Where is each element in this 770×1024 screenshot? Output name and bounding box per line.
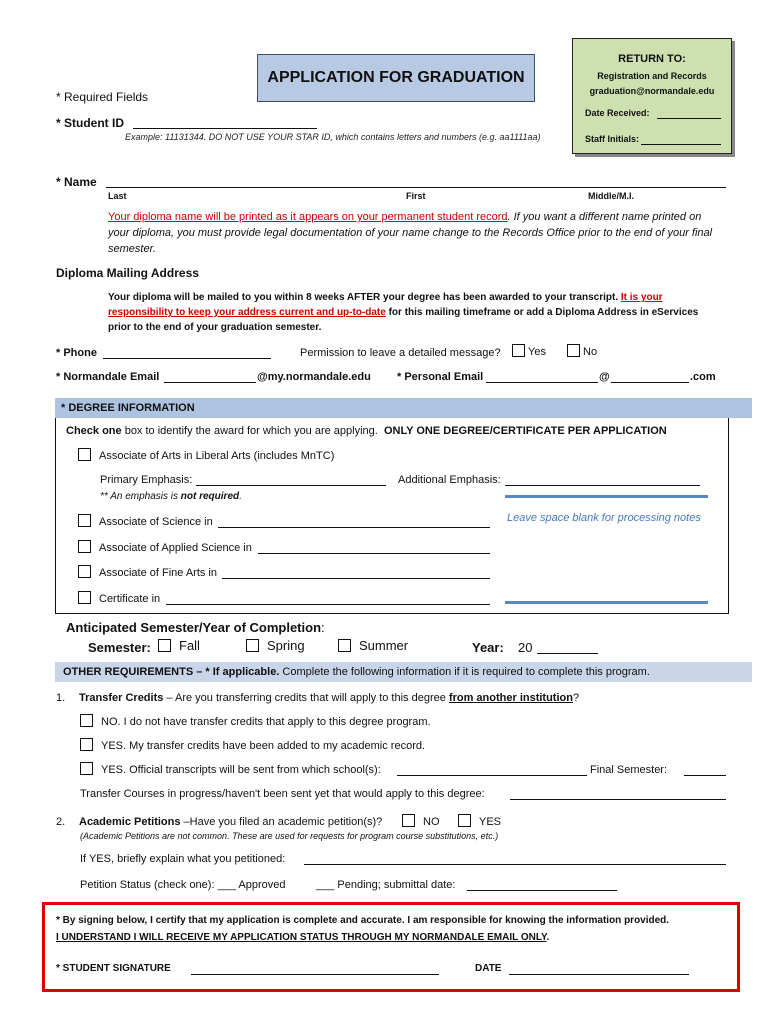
signature-field[interactable] bbox=[191, 974, 439, 975]
diploma-name-notice bbox=[108, 209, 720, 257]
processing-note: Leave space blank for processing notes bbox=[507, 512, 701, 524]
final-semester-field[interactable] bbox=[684, 775, 726, 776]
q1-question: Transfer Credits – Are you transferring credits that will apply to this degree from another institution? bbox=[79, 692, 580, 704]
certificate-field[interactable] bbox=[166, 604, 490, 605]
transfer-schools-field[interactable] bbox=[397, 775, 587, 776]
normandale-email-domain: @my.normandale.edu bbox=[257, 371, 371, 383]
signature-box bbox=[42, 902, 740, 992]
mailing-text-red: It is your responsibility to keep your address current and up-to-date bbox=[108, 292, 663, 318]
checkbox-icon[interactable] bbox=[78, 540, 91, 553]
petition-explain-field[interactable] bbox=[304, 864, 726, 865]
checkbox-icon[interactable] bbox=[80, 714, 93, 727]
date-received-field[interactable] bbox=[657, 118, 721, 119]
permission-yes[interactable]: Yes bbox=[512, 344, 546, 358]
checkbox-icon[interactable] bbox=[246, 639, 259, 652]
semester-summer[interactable]: Summer bbox=[338, 638, 408, 653]
semester-spring[interactable]: Spring bbox=[246, 638, 305, 653]
student-id-label: * Student ID bbox=[56, 116, 124, 130]
email-status-statement: I UNDERSTAND I WILL RECEIVE MY APPLICATION STATUS THROUGH MY NORMANDALE EMAIL ONLY. bbox=[56, 932, 550, 943]
checkbox-icon[interactable] bbox=[78, 514, 91, 527]
staff-initials-field[interactable] bbox=[641, 144, 721, 145]
name-middle-caption: Middle/M.I. bbox=[588, 191, 634, 201]
q2-number: 2. bbox=[56, 816, 66, 828]
checkbox-icon[interactable] bbox=[402, 814, 415, 827]
aas-field[interactable] bbox=[258, 553, 490, 554]
checkbox-icon[interactable] bbox=[78, 565, 91, 578]
normandale-email-field[interactable] bbox=[164, 382, 256, 383]
personal-email-com: .com bbox=[690, 371, 716, 383]
phone-field[interactable] bbox=[103, 358, 271, 359]
required-fields-note: * Required Fields bbox=[56, 90, 149, 104]
year-prefix: 20 bbox=[518, 640, 533, 655]
petition-explain-label: If YES, briefly explain what you petitioned: bbox=[80, 853, 286, 865]
normandale-email-label: * Normandale Email bbox=[56, 371, 160, 383]
transfer-option-yes-added[interactable]: YES. My transfer credits have been added to my academic record. bbox=[80, 738, 425, 752]
certify-statement: * By signing below, I certify that my application is complete and accurate. I am responsible for knowing the information provided. bbox=[56, 915, 670, 926]
year-label: Year: bbox=[472, 640, 504, 655]
degree-option-certificate[interactable]: Certificate in bbox=[78, 591, 160, 605]
return-office: Registration and Records bbox=[597, 71, 707, 81]
in-progress-field[interactable] bbox=[510, 799, 726, 800]
semester-heading: Anticipated Semester/Year of Completion: bbox=[66, 620, 325, 635]
student-id-field[interactable] bbox=[133, 128, 317, 129]
student-id-hint: Example: 11131344. DO NOT USE YOUR STAR ID, which contains letters and numbers (e.g. aa1111aa) bbox=[125, 132, 541, 142]
mailing-text bbox=[108, 290, 720, 335]
other-requirements-header: OTHER REQUIREMENTS – * If applicable. Complete the following information if it is required to complete this program. bbox=[55, 662, 752, 682]
degree-instruction: Check one box to identify the award for which you are applying. ONLY ONE DEGREE/CERTIFICATE PER APPLICATION bbox=[66, 425, 667, 437]
permission-no[interactable]: No bbox=[567, 344, 597, 358]
additional-emphasis-field[interactable] bbox=[505, 485, 700, 486]
semester-label: Semester: bbox=[88, 640, 151, 655]
checkbox-icon[interactable] bbox=[78, 448, 91, 461]
checkbox-icon[interactable] bbox=[567, 344, 580, 357]
submittal-date-field[interactable] bbox=[467, 890, 617, 891]
processing-divider-top bbox=[505, 495, 708, 498]
phone-label: * Phone bbox=[56, 347, 97, 359]
diploma-name-notice-rest: . If you want a different name printed on your diploma, you must provide legal documentation of your name change to the Records Office prior to the end of your final semester. bbox=[108, 211, 713, 255]
checkbox-icon[interactable] bbox=[80, 762, 93, 775]
as-field[interactable] bbox=[218, 527, 490, 528]
return-to-box bbox=[572, 38, 732, 154]
emphasis-note: ** An emphasis is not required. bbox=[100, 491, 242, 502]
mailing-text-1: Your diploma will be mailed to you within 8 weeks AFTER your degree has been awarded to your transcript. bbox=[108, 292, 619, 303]
primary-emphasis-label: Primary Emphasis: bbox=[100, 474, 193, 486]
checkbox-icon[interactable] bbox=[512, 344, 525, 357]
processing-divider-bottom bbox=[505, 601, 708, 604]
final-semester-label: Final Semester: bbox=[590, 764, 668, 776]
in-progress-label: Transfer Courses in progress/haven't been sent yet that would apply to this degree: bbox=[80, 788, 485, 800]
q1-number: 1. bbox=[56, 692, 66, 704]
permission-label: Permission to leave a detailed message? bbox=[300, 347, 501, 359]
checkbox-icon[interactable] bbox=[458, 814, 471, 827]
name-field[interactable] bbox=[106, 187, 726, 188]
primary-emphasis-field[interactable] bbox=[196, 485, 386, 486]
personal-email-user-field[interactable] bbox=[486, 382, 598, 383]
petition-yes[interactable]: YES bbox=[458, 814, 501, 828]
petition-no[interactable]: NO bbox=[402, 814, 440, 828]
q2-question: Academic Petitions –Have you filed an academic petition(s)? bbox=[79, 816, 383, 828]
checkbox-icon[interactable] bbox=[338, 639, 351, 652]
name-last-caption: Last bbox=[108, 191, 127, 201]
semester-fall[interactable]: Fall bbox=[158, 638, 200, 653]
degree-option-afa[interactable]: Associate of Fine Arts in bbox=[78, 565, 217, 579]
transfer-option-yes-sent[interactable]: YES. Official transcripts will be sent from which school(s): bbox=[80, 762, 381, 776]
mailing-text-2: for this mailing timeframe or add a Diploma Address in eServices prior to the end of your graduation semester. bbox=[108, 307, 699, 333]
page-title: APPLICATION FOR GRADUATION bbox=[257, 54, 535, 102]
petition-status-approved: Petition Status (check one): ___ Approved bbox=[80, 879, 286, 891]
return-email: graduation@normandale.edu bbox=[589, 86, 715, 96]
date-received-label: Date Received: bbox=[585, 108, 650, 118]
afa-field[interactable] bbox=[222, 578, 490, 579]
diploma-name-notice-red: Your diploma name will be printed as it appears on your permanent student record bbox=[108, 211, 508, 223]
personal-email-domain-field[interactable] bbox=[611, 382, 689, 383]
name-first-caption: First bbox=[406, 191, 426, 201]
additional-emphasis-label: Additional Emphasis: bbox=[398, 474, 501, 486]
return-to-title: RETURN TO: bbox=[618, 53, 686, 65]
checkbox-icon[interactable] bbox=[80, 738, 93, 751]
mailing-heading: Diploma Mailing Address bbox=[56, 266, 199, 280]
personal-email-label: * Personal Email bbox=[397, 371, 484, 383]
petition-note: (Academic Petitions are not common. These are used for requests for program course substitutions, etc.) bbox=[80, 831, 499, 841]
petition-status-pending: ___ Pending; submittal date: bbox=[316, 879, 456, 891]
transfer-option-no[interactable]: NO. I do not have transfer credits that apply to this degree program. bbox=[80, 714, 431, 728]
degree-option-aa[interactable]: Associate of Arts in Liberal Arts (includes MnTC) bbox=[78, 448, 334, 462]
date-label: DATE bbox=[475, 963, 502, 974]
signature-date-field[interactable] bbox=[509, 974, 689, 975]
signature-label: * STUDENT SIGNATURE bbox=[56, 963, 171, 974]
name-label: * Name bbox=[56, 175, 97, 189]
checkbox-icon[interactable] bbox=[78, 591, 91, 604]
degree-section-header: * DEGREE INFORMATION bbox=[55, 398, 752, 418]
year-field[interactable] bbox=[537, 653, 598, 654]
degree-option-aas[interactable]: Associate of Applied Science in bbox=[78, 540, 252, 554]
degree-option-as[interactable]: Associate of Science in bbox=[78, 514, 213, 528]
staff-initials-label: Staff Initials: bbox=[585, 134, 640, 144]
checkbox-icon[interactable] bbox=[158, 639, 171, 652]
personal-email-at: @ bbox=[599, 371, 610, 383]
